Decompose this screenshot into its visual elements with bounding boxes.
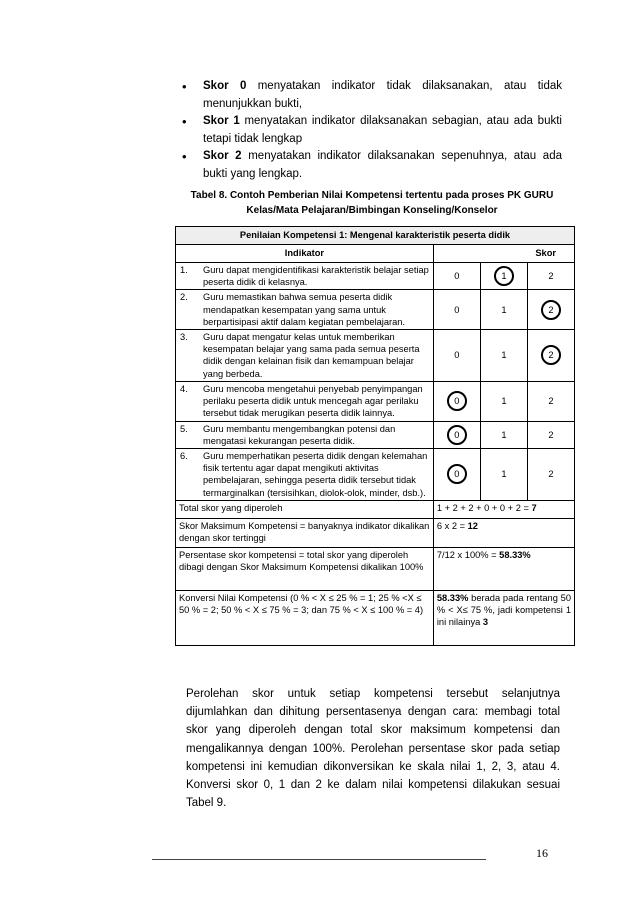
summary-label: Persentase skor kompetensi = total skor yang diperoleh dibagi dengan Skor Maksimum Kompetensi dikalikan 100% bbox=[176, 547, 434, 590]
summary-row bbox=[176, 500, 575, 518]
score-cell bbox=[527, 330, 574, 382]
score-option: 1 bbox=[501, 396, 507, 407]
summary-label: Skor Maksimum Kompetensi = banyaknya indikator dikalikan dengan skor tertinggi bbox=[176, 518, 434, 547]
score-definition-item bbox=[180, 113, 562, 148]
table-title-row bbox=[176, 227, 575, 245]
summary-row bbox=[176, 547, 575, 590]
column-header-skor: Skor bbox=[433, 245, 574, 263]
column-header-indikator: Indikator bbox=[176, 245, 434, 263]
indicator-number: 6. bbox=[180, 450, 188, 461]
table-title: Penilaian Kompetensi 1: Mengenal karakteristik peserta didik bbox=[176, 227, 575, 245]
indicator-rows bbox=[176, 263, 575, 501]
score-cell bbox=[480, 381, 527, 421]
indicator-number: 5. bbox=[180, 423, 188, 434]
score-option: 0 bbox=[454, 350, 460, 361]
indicator-cell bbox=[176, 330, 434, 382]
indicator-cell bbox=[176, 421, 434, 448]
score-option: 2 bbox=[548, 429, 554, 440]
indicator-number: 1. bbox=[180, 265, 188, 275]
table-row bbox=[176, 381, 575, 421]
score-cell bbox=[480, 330, 527, 382]
score-option: 2 bbox=[548, 271, 554, 282]
score-option: 1 bbox=[501, 304, 507, 315]
score-cell bbox=[527, 448, 574, 500]
page-number: 16 bbox=[536, 846, 548, 860]
table-header-row bbox=[176, 245, 575, 263]
score-label: Skor 1 bbox=[203, 115, 240, 127]
indicator-number: 3. bbox=[180, 332, 188, 343]
table-caption-line: Kelas/Mata Pelajaran/Bimbingan Konseling/Konselor bbox=[246, 205, 498, 216]
selected-score: 2 bbox=[541, 345, 561, 365]
score-option: 0 bbox=[454, 271, 460, 282]
summary-value-bold: 7 bbox=[531, 502, 537, 513]
summary-row bbox=[176, 518, 575, 547]
indicator-text: Guru membantu mengembangkan potensi dan mengatasi kekurangan peserta didik. bbox=[203, 423, 396, 446]
score-option: 0 bbox=[454, 304, 460, 315]
summary-value-text: 1 + 2 + 2 + 0 + 0 + 2 = bbox=[436, 502, 532, 513]
score-option: 2 bbox=[548, 469, 554, 480]
score-cell bbox=[480, 448, 527, 500]
score-definition-item bbox=[180, 78, 562, 113]
table-row bbox=[176, 263, 575, 290]
score-label: Skor 0 bbox=[203, 80, 247, 92]
table-row bbox=[176, 421, 575, 448]
summary-value-text: 7/12 x 100% = bbox=[436, 549, 500, 560]
score-option: 1 bbox=[501, 350, 507, 361]
indicator-cell bbox=[176, 381, 434, 421]
indicator-cell bbox=[176, 263, 434, 290]
score-cell bbox=[527, 290, 574, 330]
score-cell bbox=[527, 421, 574, 448]
indicator-number: 2. bbox=[180, 292, 188, 303]
score-description: menyatakan indikator tidak dilaksanakan, atau tidak menunjukkan bukti, bbox=[203, 80, 562, 110]
summary-value bbox=[433, 590, 574, 645]
score-label: Skor 2 bbox=[203, 150, 242, 162]
score-cell bbox=[433, 290, 480, 330]
table-row bbox=[176, 448, 575, 500]
score-option: 1 bbox=[501, 429, 507, 440]
table-caption bbox=[182, 188, 562, 218]
score-cell bbox=[480, 421, 527, 448]
summary-value-bold: 3 bbox=[482, 617, 489, 628]
summary-value-bold: 12 bbox=[467, 520, 478, 531]
summary-value bbox=[433, 518, 574, 547]
summary-value-bold: 58.33% bbox=[436, 592, 469, 603]
footer-rule bbox=[152, 859, 486, 860]
score-definition-list bbox=[180, 78, 562, 183]
indicator-cell bbox=[176, 290, 434, 330]
table-row bbox=[176, 290, 575, 330]
summary-value bbox=[433, 500, 574, 518]
score-cell bbox=[527, 263, 574, 290]
score-cell bbox=[480, 290, 527, 330]
indicator-cell bbox=[176, 448, 434, 500]
competency-table bbox=[175, 226, 575, 646]
indicator-number: 4. bbox=[180, 383, 188, 394]
indicator-text: Guru mencoba mengetahui penyebab penyimpangan perilaku peserta didik untuk mencegah agar perilaku tersebut tidak merugikan peserta didik lainnya. bbox=[203, 383, 423, 419]
score-cell bbox=[433, 381, 480, 421]
score-cell bbox=[433, 263, 480, 290]
score-definition-item bbox=[180, 148, 562, 183]
summary-value-text: 6 x 2 = bbox=[436, 520, 468, 531]
score-cell bbox=[433, 330, 480, 382]
selected-score: 2 bbox=[541, 300, 561, 320]
summary-label: Total skor yang diperoleh bbox=[176, 500, 434, 518]
indicator-text: Guru dapat mengatur kelas untuk memberikan kesempatan belajar yang sama pada semua peserta didik dengan kelainan fisik dan kemampuan belajar yang berbeda. bbox=[203, 332, 420, 379]
selected-score: 1 bbox=[494, 266, 514, 286]
score-option: 2 bbox=[548, 396, 554, 407]
indicator-text: Guru memastikan bahwa semua peserta didik mendapatkan kesempatan yang sama untuk berpartisipasi aktif dalam kegiatan pembelajaran. bbox=[203, 292, 406, 327]
score-cell bbox=[433, 448, 480, 500]
selected-score: 0 bbox=[447, 391, 467, 411]
score-option: 1 bbox=[501, 469, 507, 480]
score-description: menyatakan indikator dilaksanakan sepenuhnya, atau ada bukti yang lengkap. bbox=[203, 150, 562, 180]
body-paragraph: Perolehan skor untuk setiap kompetensi tersebut selanjutnya dijumlahkan dan dihitung persentasenya dengan cara: membagi total skor yang diperoleh dengan total skor maksimum kompetensi dan mengalikannya dengan 100%. Perolehan persentase skor pada setiap kompetensi ini kemudian dikonversikan ke skala nilai 1, 2, 3, atau 4. Konversi skor 0, 1 dan 2 ke dalam nilai kompetensi dilakukan sesuai Tabel 9. bbox=[186, 688, 560, 810]
summary-value bbox=[433, 547, 574, 590]
summary-label: Konversi Nilai Kompetensi (0 % < X ≤ 25 % = 1; 25 % <X ≤ 50 % = 2; 50 % < X ≤ 75 % = 3; dan 75 % < X ≤ 100 % = 4) bbox=[176, 590, 434, 645]
summary-row bbox=[176, 590, 575, 645]
indicator-text: Guru memperhatikan peserta didik dengan kelemahan fisik tertentu agar dapat mengikuti aktivitas pembelajaran, sehingga peserta didik tersebut tidak termarginalkan (tersisihkan, diolok-olok, minder, dsb.). bbox=[203, 450, 428, 498]
indicator-text: Guru dapat mengidentifikasi karakteristik belajar setiap peserta didik di kelasnya. bbox=[203, 265, 429, 288]
score-description: menyatakan indikator dilaksanakan sebagian, atau ada bukti tetapi tidak lengkap bbox=[203, 115, 562, 145]
score-cell bbox=[527, 381, 574, 421]
summary-value-bold: 58.33% bbox=[499, 549, 531, 560]
table-caption-line: Tabel 8. Contoh Pemberian Nilai Kompetensi tertentu pada proses PK GURU bbox=[190, 190, 554, 201]
score-cell bbox=[433, 421, 480, 448]
selected-score: 0 bbox=[447, 464, 467, 484]
selected-score: 0 bbox=[447, 425, 467, 445]
table-row bbox=[176, 330, 575, 382]
score-cell bbox=[480, 263, 527, 290]
summary-value-text: berada pada rentang 50 % < X≤ 75 %, jadi kompetensi 1 ini nilainya bbox=[436, 592, 571, 628]
